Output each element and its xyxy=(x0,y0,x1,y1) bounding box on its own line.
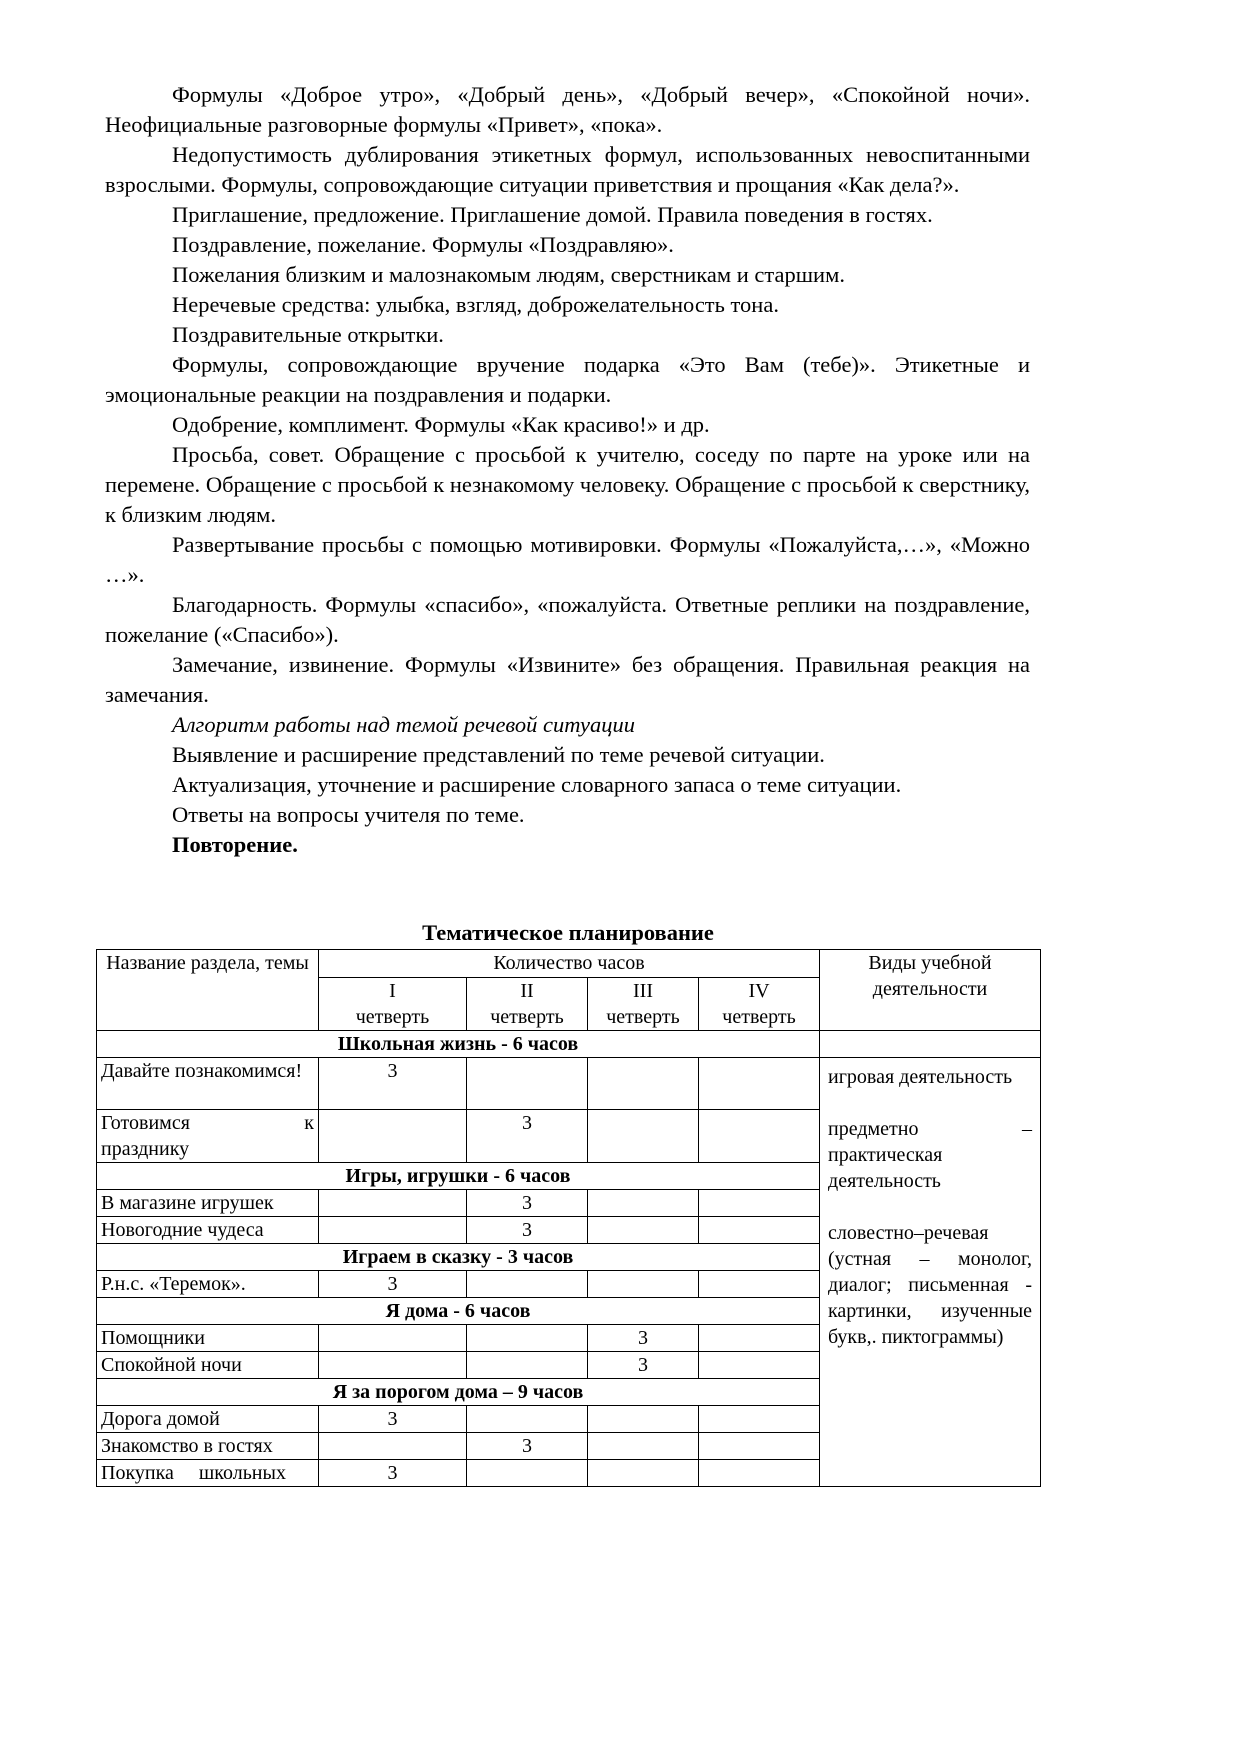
table-title: Тематическое планирование xyxy=(422,920,714,945)
hours-q2: 3 xyxy=(467,1433,588,1460)
hours-q2 xyxy=(467,1460,588,1487)
hours-q4 xyxy=(699,1406,820,1433)
hours-q3: 3 xyxy=(588,1325,699,1352)
paragraph: Просьба, совет. Обращение с просьбой к учителю, соседу по парте на уроке или на перемене. Обращение с просьбой к незнакомому человеку. Обращение с просьбой к сверстнику, к близким людям. xyxy=(105,442,1030,527)
section-title: Школьная жизнь - 6 часов xyxy=(97,1031,820,1058)
hours-q2: 3 xyxy=(467,1110,588,1163)
paragraph: Поздравление, пожелание. Формулы «Поздравляю». xyxy=(172,232,674,257)
hours-q1: 3 xyxy=(319,1406,467,1433)
topic-name: Покупка школьных xyxy=(97,1460,319,1487)
topic-name: Спокойной ночи xyxy=(97,1352,319,1379)
hours-q4 xyxy=(699,1325,820,1352)
body-text xyxy=(105,80,1030,860)
activities-cell xyxy=(820,1058,1041,1487)
topic-name: Давайте познакомимся! xyxy=(97,1058,319,1110)
header-q2: II четверть xyxy=(467,978,588,1031)
hours-q1 xyxy=(319,1110,467,1163)
activity-type: игровая деятельность xyxy=(828,1066,1013,1088)
section-title: Я за порогом дома – 9 часов xyxy=(97,1379,820,1406)
header-q3: III четверть xyxy=(588,978,699,1031)
header-q1: I четверть xyxy=(319,978,467,1031)
hours-q1: 3 xyxy=(319,1271,467,1298)
hours-q4 xyxy=(699,1110,820,1163)
header-hours: Количество часов xyxy=(319,950,820,978)
paragraph: Ответы на вопросы учителя по теме. xyxy=(172,802,525,827)
hours-q3 xyxy=(588,1433,699,1460)
hours-q4 xyxy=(699,1190,820,1217)
hours-q2 xyxy=(467,1058,588,1110)
section-title: Я дома - 6 часов xyxy=(97,1298,820,1325)
hours-q2 xyxy=(467,1406,588,1433)
hours-q3 xyxy=(588,1190,699,1217)
paragraph: Неречевые средства: улыбка, взгляд, доброжелательность тона. xyxy=(172,292,779,317)
paragraph: Выявление и расширение представлений по теме речевой ситуации. xyxy=(172,742,825,767)
topic-name: Новогодние чудеса xyxy=(97,1217,319,1244)
hours-q2: 3 xyxy=(467,1217,588,1244)
paragraph: Повторение. xyxy=(172,832,298,857)
paragraph: Приглашение, предложение. Приглашение домой. Правила поведения в гостях. xyxy=(172,202,933,227)
paragraph: Недопустимость дублирования этикетных формул, использованных невоспитанными взрослыми. Формулы, сопровождающие ситуации приветствия и прощания «Как дела?». xyxy=(105,142,1030,197)
hours-q1 xyxy=(319,1433,467,1460)
paragraph: Формулы, сопровождающие вручение подарка «Это Вам (тебе)». Этикетные и эмоциональные реакции на поздравления и подарки. xyxy=(105,352,1030,407)
paragraph: Формулы «Доброе утро», «Добрый день», «Добрый вечер», «Спокойной ночи». Неофициальные разговорные формулы «Привет», «пока». xyxy=(105,82,1030,137)
thematic-planning-table xyxy=(96,949,1041,1487)
topic-name: Р.н.с. «Теремок». xyxy=(97,1271,319,1298)
hours-q3 xyxy=(588,1271,699,1298)
paragraph: Поздравительные открытки. xyxy=(172,322,444,347)
topic-name: Помощники xyxy=(97,1325,319,1352)
activity-type: словестно–речевая (устная – монолог, диалог; письменная - картинки, изученные букв,. пиктограммы) xyxy=(828,1222,1033,1348)
topic-name: Знакомство в гостях xyxy=(97,1433,319,1460)
section-title: Играем в сказку - 3 часов xyxy=(97,1244,820,1271)
section-title: Игры, игрушки - 6 часов xyxy=(97,1163,820,1190)
hours-q4 xyxy=(699,1058,820,1110)
activity-type: предметно – практическая деятельность xyxy=(828,1118,1033,1192)
hours-q1 xyxy=(319,1217,467,1244)
paragraph: Развертывание просьбы с помощью мотивировки. Формулы «Пожалуйста,…», «Можно …». xyxy=(105,532,1030,587)
paragraph: Одобрение, комплимент. Формулы «Как красиво!» и др. xyxy=(172,412,710,437)
hours-q3 xyxy=(588,1058,699,1110)
hours-q2: 3 xyxy=(467,1190,588,1217)
hours-q4 xyxy=(699,1433,820,1460)
hours-q1 xyxy=(319,1325,467,1352)
hours-q2 xyxy=(467,1325,588,1352)
topic-name: В магазине игрушек xyxy=(97,1190,319,1217)
hours-q4 xyxy=(699,1352,820,1379)
hours-q1: 3 xyxy=(319,1460,467,1487)
hours-q2 xyxy=(467,1271,588,1298)
paragraph: Пожелания близким и малознакомым людям, сверстникам и старшим. xyxy=(172,262,845,287)
table-row xyxy=(97,1058,1041,1110)
hours-q3: 3 xyxy=(588,1352,699,1379)
hours-q3 xyxy=(588,1110,699,1163)
header-activities: Виды учебной деятельности xyxy=(820,950,1041,1031)
hours-q3 xyxy=(588,1460,699,1487)
hours-q1 xyxy=(319,1352,467,1379)
hours-q2 xyxy=(467,1352,588,1379)
header-q4: IV четверть xyxy=(699,978,820,1031)
hours-q4 xyxy=(699,1460,820,1487)
hours-q1: 3 xyxy=(319,1058,467,1110)
paragraph: Актуализация, уточнение и расширение словарного запаса о теме ситуации. xyxy=(172,772,902,797)
hours-q3 xyxy=(588,1217,699,1244)
topic-name: Дорога домой xyxy=(97,1406,319,1433)
paragraph: Благодарность. Формулы «спасибо», «пожалуйста. Ответные реплики на поздравление, пожелание («Спасибо»). xyxy=(105,592,1030,647)
empty-cell xyxy=(820,1031,1041,1058)
topic-name: Готовимся к празднику xyxy=(97,1110,319,1163)
hours-q3 xyxy=(588,1406,699,1433)
paragraph: Алгоритм работы над темой речевой ситуации xyxy=(172,712,635,737)
paragraph: Замечание, извинение. Формулы «Извините» без обращения. Правильная реакция на замечания. xyxy=(105,652,1030,707)
header-name: Название раздела, темы xyxy=(97,950,319,1031)
section-row xyxy=(97,1031,1041,1058)
hours-q1 xyxy=(319,1190,467,1217)
hours-q4 xyxy=(699,1271,820,1298)
hours-q4 xyxy=(699,1217,820,1244)
